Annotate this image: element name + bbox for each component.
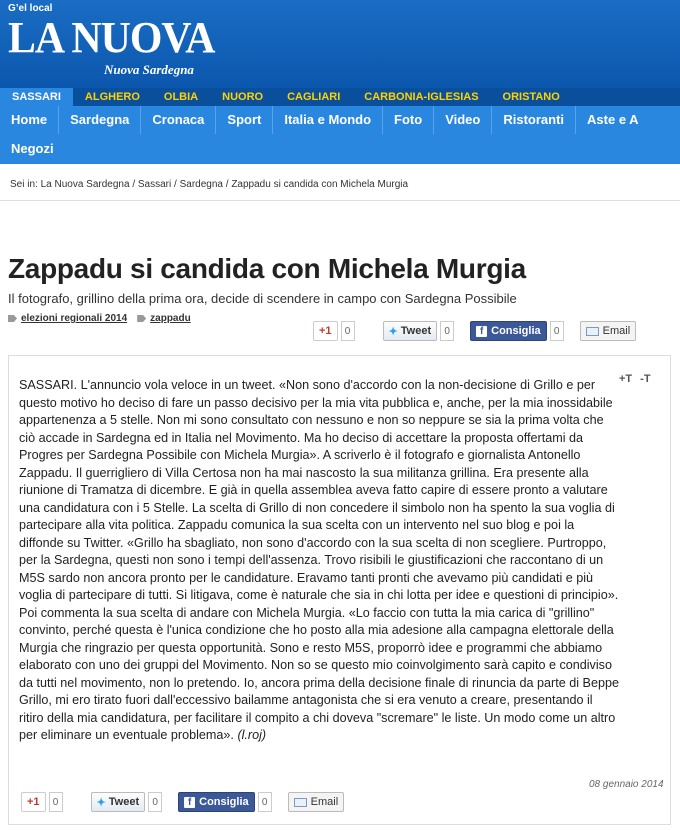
breadcrumb-home[interactable]: La Nuova Sardegna: [40, 179, 130, 190]
city-tab-olbia[interactable]: OLBIA: [163, 91, 199, 103]
site-logo-subtitle: Nuova Sardegna: [104, 62, 194, 77]
envelope-icon: [586, 327, 599, 336]
tweet-label: Tweet: [108, 796, 140, 808]
article-body-box: [8, 355, 671, 825]
tweet-count: 0: [148, 792, 162, 812]
nav-sardegna[interactable]: Sardegna: [59, 106, 141, 134]
facebook-label: Consiglia: [199, 796, 249, 808]
breadcrumb-current: Zappadu si candida con Michela Murgia: [231, 179, 409, 190]
font-size-controls: [619, 373, 651, 385]
facebook-count: 0: [550, 321, 564, 341]
nav-ristoranti[interactable]: Ristoranti: [492, 106, 576, 134]
envelope-icon: [294, 798, 307, 807]
article-body-text: SASSARI. L'annuncio vola veloce in un tweet. «Non sono d'accordo con la non-decisione di Grillo e per questo motivo ho deciso di fare un passo decisivo per la mia vita pubblica e, anche, per la mia inossidabile appartenenza a 5 stelle. Non mi sono consultato con nessuno e non so neppure se sia la prima volta che ciò accade in Sardegna ed in Italia nel Movimento. Ma ho deciso di accettare la proposta offertami da Progres per Sardegna Possibile con Michela Murgia». A scriverlo è il fotografo e giornalista Antonello Zappadu. Il guerrigliero di Villa Certosa non ha mai nascosto la sua militanza grillina. Era presente alla riunione di Tramatza di dicembre. E già in quella assemblea aveva fatto capire di essere pronto a valutare una candidatura con i 5 Stelle. La scelta di Grillo di non concedere il simbolo non ha spento la sua voglia di partecipare alla vita politica. Zappadu comunica la sua scelta con un intervento nel suo blog e poi la diffonde su Twitter. «Grillo ha sbagliato, non sono d'accordo con la sua scelta di non scegliere. Purtroppo, per la Sardegna, questi non sono i tempi dell'assenza. Trovo risibili le giustificazioni che raccontano di un M5S sardo non ancora pronto per le candidature. Eravamo tanti pronti che avevamo più candidati e più voglia di partecipare di tutti. Si litigava, come è naturale che sia in chi lotta per idee e questioni di principio». Poi commenta la sua scelta di andare con Michela Murgia. «Lo faccio con tutta la mia carica di "grillino" convinto, perché questa è l'unica condizione che ho posto alla mia adesione alla campagna elettorale della Murgia che ringrazio per questa opportunità. Sono e resto M5S, proporrò idee e programmi che abbiamo elaborato con uno dei gruppi del Movimento. Non so se questo mio coinvolgimento sarà capito e condiviso da tutti nel movimento, non lo pretendo. Io, ancora prima della decisione finale di rinuncia da parte di Beppe Grillo, mi ero tirato fuori dall'eccessivo bailamme antagonista che si era venuto a creare, presentando il ritiro della mia candidatura, per facilitare il compito a chi doveva "scremare" le liste. Un modo come un altro per eliminare un eventuale problema».: [19, 378, 619, 742]
tag-icon: [137, 315, 146, 322]
twitter-bird-icon: ✦: [96, 796, 106, 809]
nav-cronaca[interactable]: Cronaca: [141, 106, 216, 134]
nav-home[interactable]: Home: [0, 106, 59, 134]
city-tab-cagliari[interactable]: CAGLIARI: [287, 91, 341, 103]
site-logo[interactable]: LA NUOVA: [8, 13, 215, 62]
email-label: Email: [602, 325, 631, 337]
facebook-icon: f: [476, 326, 487, 337]
twitter-bird-icon: ✦: [388, 325, 398, 338]
facebook-recommend-button[interactable]: [178, 792, 255, 812]
gelocal-label: G’el local: [8, 3, 53, 14]
nav-sport[interactable]: Sport: [216, 106, 273, 134]
email-label: Email: [310, 796, 339, 808]
city-tab-nuoro[interactable]: NUORO: [222, 91, 264, 103]
gplus-count: 0: [341, 321, 355, 341]
tag-item[interactable]: [8, 313, 127, 324]
article-signature: (l.roj): [237, 728, 267, 742]
nav-negozi[interactable]: Negozi: [11, 141, 54, 156]
city-tab-alghero[interactable]: ALGHERO: [84, 91, 140, 103]
gplus-button[interactable]: +1: [313, 321, 338, 341]
tag-label: elezioni regionali 2014: [21, 313, 128, 324]
facebook-label: Consiglia: [491, 325, 541, 337]
font-decrease-button[interactable]: -T: [640, 373, 651, 385]
tweet-label: Tweet: [400, 325, 432, 337]
article-title: Zappadu si candida con Michela Murgia: [8, 253, 526, 284]
breadcrumb-sardegna[interactable]: Sardegna: [179, 179, 223, 190]
article-subtitle: Il fotografo, grillino della prima ora, decide di scendere in campo con Sardegna Possibile: [8, 291, 517, 306]
section-nav: [0, 106, 680, 164]
tag-list: [8, 313, 191, 324]
breadcrumb: Sei in: La Nuova Sardegna / Sassari / Sardegna / Zappadu si candida con Michela Murgia: [10, 179, 409, 190]
facebook-icon: f: [184, 797, 195, 808]
gplus-button[interactable]: +1: [21, 792, 46, 812]
facebook-count: 0: [258, 792, 272, 812]
share-bar-top: [313, 321, 636, 341]
tag-label: zappadu: [150, 313, 191, 324]
share-bar-bottom: [21, 792, 344, 812]
email-button[interactable]: [288, 792, 345, 812]
tweet-button[interactable]: [91, 792, 146, 812]
city-tab-sassari[interactable]: SASSARI: [0, 88, 73, 106]
gplus-count: 0: [49, 792, 63, 812]
email-button[interactable]: [580, 321, 637, 341]
nav-aste[interactable]: Aste e A: [587, 112, 639, 127]
city-tab-oristano[interactable]: ORISTANO: [502, 91, 560, 103]
site-header: [0, 0, 680, 88]
breadcrumb-prefix: Sei in:: [10, 179, 38, 190]
nav-italia-e-mondo[interactable]: Italia e Mondo: [273, 106, 383, 134]
tag-item[interactable]: [137, 313, 191, 324]
facebook-recommend-button[interactable]: [470, 321, 547, 341]
article-body: [19, 377, 619, 745]
tag-icon: [8, 315, 17, 322]
font-increase-button[interactable]: +T: [619, 373, 633, 385]
city-nav: [0, 88, 680, 106]
nav-foto[interactable]: Foto: [383, 106, 434, 134]
breadcrumb-sassari[interactable]: Sassari: [137, 179, 172, 190]
tweet-button[interactable]: [383, 321, 438, 341]
city-tab-carbonia-iglesias[interactable]: CARBONIA-IGLESIAS: [364, 91, 479, 103]
nav-video[interactable]: Video: [434, 106, 492, 134]
article-date: 08 gennaio 2014: [589, 779, 664, 790]
divider: [0, 200, 680, 201]
tweet-count: 0: [440, 321, 454, 341]
